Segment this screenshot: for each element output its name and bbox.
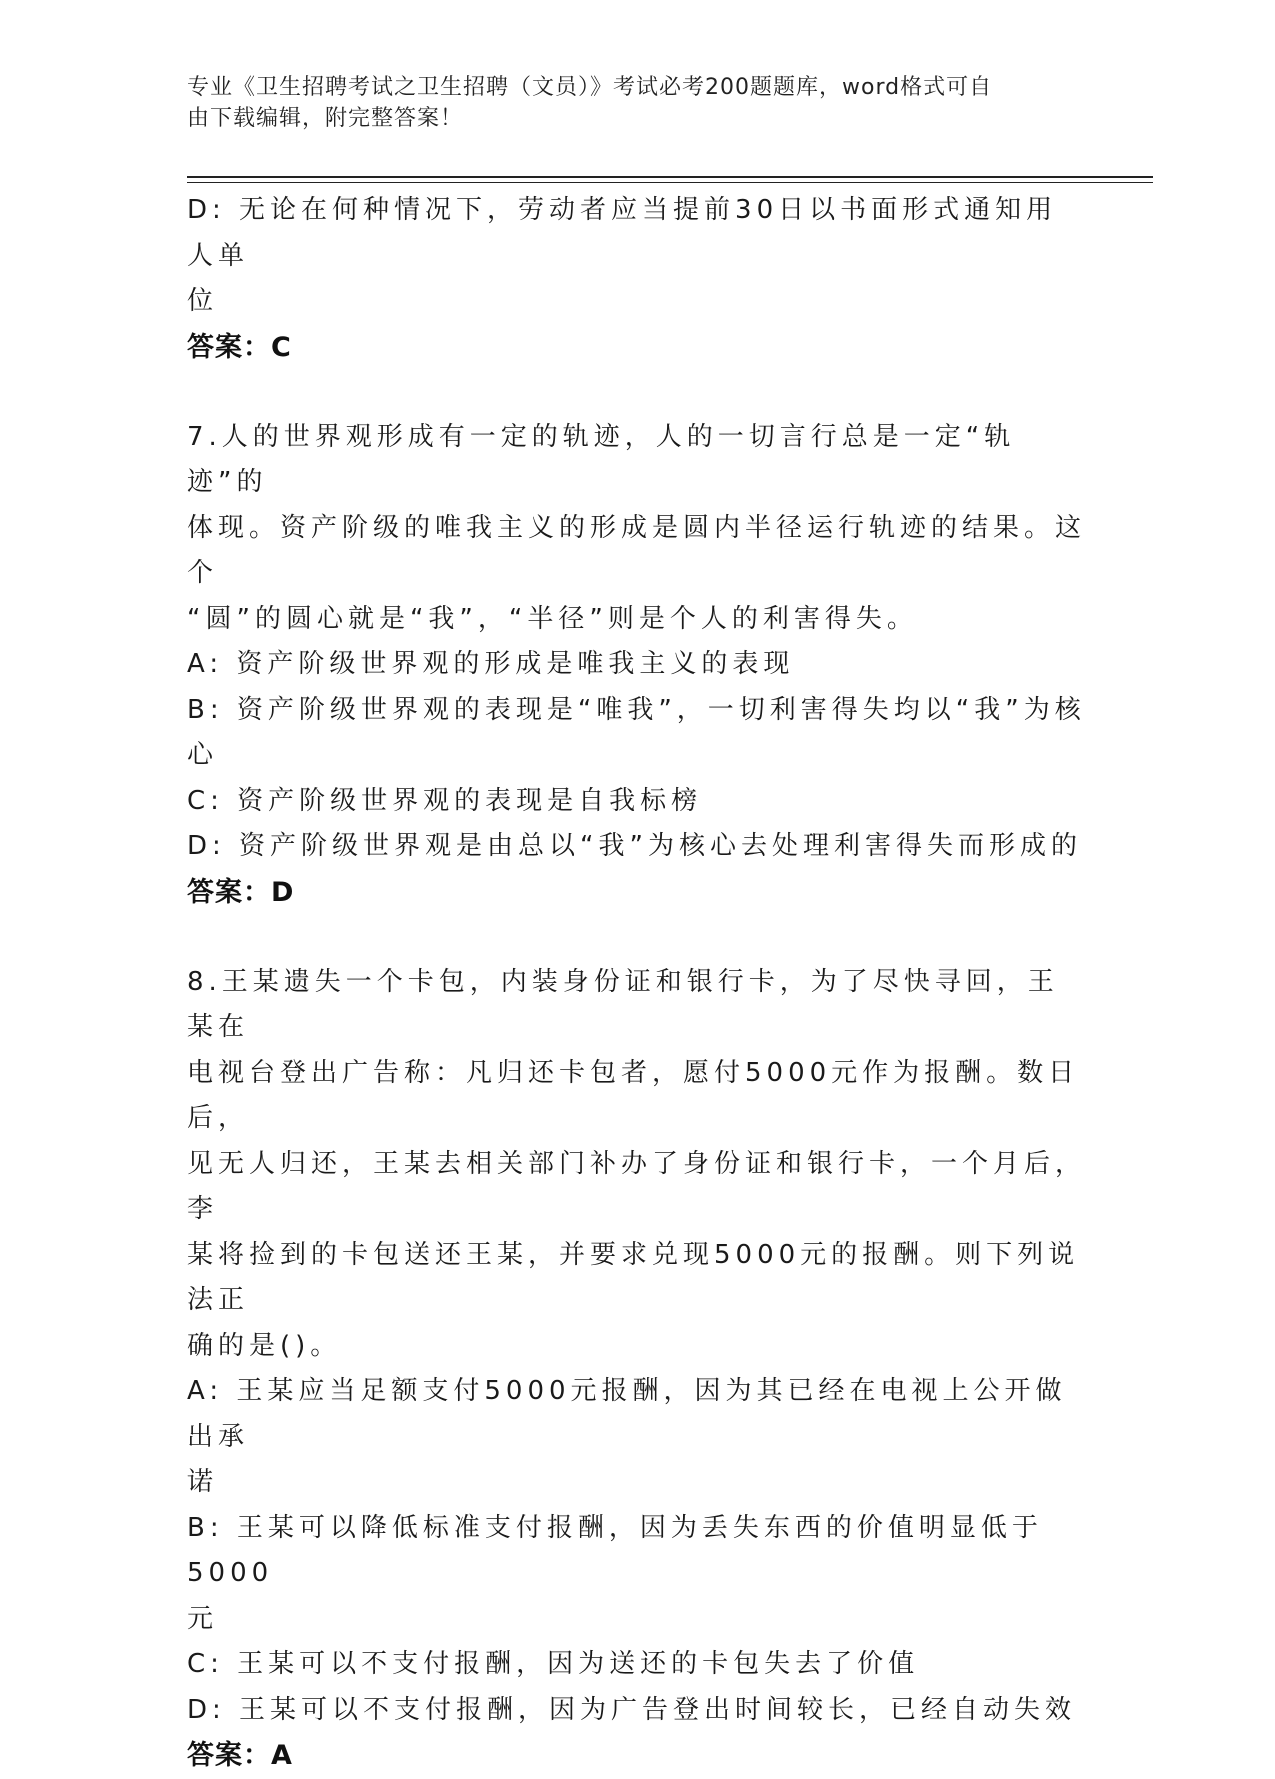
answer: 答案：D	[187, 870, 1087, 916]
answer: 答案：C	[187, 325, 1087, 371]
option-d: D: 资产阶级世界观是由总以“我”为核心去处理利害得失而形成的	[187, 824, 1087, 870]
document-body	[187, 188, 1087, 1779]
header-divider-thin	[187, 182, 1153, 183]
option-d: D: 王某可以不支付报酬，因为广告登出时间较长，已经自动失效	[187, 1688, 1087, 1734]
option-d-line-2: 位	[187, 279, 1087, 325]
question-stem-line-3: “圆”的圆心就是“我”，“半径”则是个人的利害得失。	[187, 597, 1087, 643]
option-b-line-2: 元	[187, 1597, 1087, 1643]
header-line-1: 专业《卫生招聘考试之卫生招聘（文员）》考试必考200题题库，word格式可自	[187, 72, 1067, 103]
option-c: C: 王某可以不支付报酬，因为送还的卡包失去了价值	[187, 1642, 1087, 1688]
option-b-line-1: B: 王某可以降低标准支付报酬，因为丢失东西的价值明显低于5000	[187, 1506, 1087, 1597]
question-8	[187, 960, 1087, 1779]
question-stem-line-2: 电视台登出广告称：凡归还卡包者，愿付5000元作为报酬。数日后，	[187, 1051, 1087, 1142]
spacer	[187, 371, 1087, 415]
option-a-line-1: A: 王某应当足额支付5000元报酬，因为其已经在电视上公开做出承	[187, 1369, 1087, 1460]
option-a-line-2: 诺	[187, 1460, 1087, 1506]
question-stem-line-5: 确的是()。	[187, 1324, 1087, 1370]
spacer	[187, 916, 1087, 960]
question-stem-line-1: 8.王某遗失一个卡包，内装身份证和银行卡，为了尽快寻回，王某在	[187, 960, 1087, 1051]
header-line-2: 由下载编辑，附完整答案！	[187, 103, 1067, 134]
option-b-line-2: 心	[187, 733, 1087, 779]
question-stem-line-3: 见无人归还，王某去相关部门补办了身份证和银行卡，一个月后，李	[187, 1142, 1087, 1233]
option-a: A: 资产阶级世界观的形成是唯我主义的表现	[187, 642, 1087, 688]
question-7	[187, 415, 1087, 916]
question-stem-line-2: 体现。资产阶级的唯我主义的形成是圆内半径运行轨迹的结果。这个	[187, 506, 1087, 597]
option-d-line-1: D: 无论在何种情况下，劳动者应当提前30日以书面形式通知用人单	[187, 188, 1087, 279]
option-b-line-1: B: 资产阶级世界观的表现是“唯我”，一切利害得失均以“我”为核	[187, 688, 1087, 734]
question-stem-line-4: 某将捡到的卡包送还王某，并要求兑现5000元的报酬。则下列说法正	[187, 1233, 1087, 1324]
question-6	[187, 188, 1087, 371]
header-divider-thick	[187, 176, 1153, 178]
question-stem-line-1: 7.人的世界观形成有一定的轨迹，人的一切言行总是一定“轨迹”的	[187, 415, 1087, 506]
document-header	[187, 72, 1067, 134]
option-c: C: 资产阶级世界观的表现是自我标榜	[187, 779, 1087, 825]
answer: 答案：A	[187, 1733, 1087, 1779]
